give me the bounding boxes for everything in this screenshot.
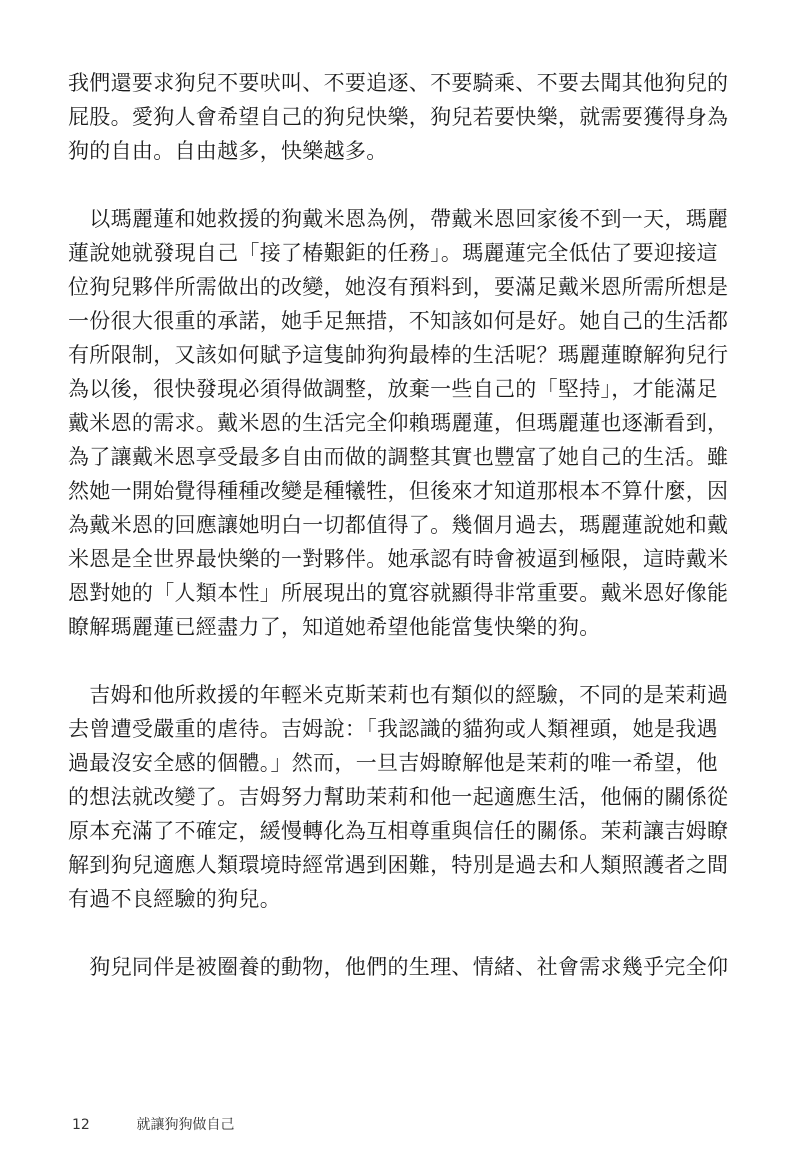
paragraph-3	[68, 678, 744, 916]
text-line: 以瑪麗蓮和她救援的狗戴米恩為例，帶戴米恩回家後不到一天，瑪麗	[68, 207, 729, 231]
text-line: 為以後，很快發現必須得做調整，放棄一些自己的「堅持」，才能滿足	[68, 377, 718, 401]
text-line: 原本充滿了不確定，緩慢轉化為互相尊重與信任的關係。茉莉讓吉姆瞭	[68, 819, 729, 843]
paragraph-2	[68, 202, 744, 644]
page-footer	[72, 1114, 234, 1134]
text-line: 吉姆和他所救援的年輕米克斯茉莉也有類似的經驗，不同的是茉莉過	[68, 683, 729, 707]
text-line: 一份很大很重的承諾，她手足無措，不知該如何是好。她自己的生活都	[68, 309, 729, 333]
text-line: 米恩是全世界最快樂的一對夥伴。她承認有時會被逼到極限，這時戴米	[68, 547, 729, 571]
paragraph-4	[68, 950, 744, 984]
text-line: 位狗兒夥伴所需做出的改變，她沒有預料到，要滿足戴米恩所需所想是	[68, 275, 729, 299]
text-line: 我們還要求狗兒不要吠叫、不要追逐、不要騎乘、不要去聞其他狗兒的	[68, 71, 729, 95]
text-line: 的想法就改變了。吉姆努力幫助茉莉和他一起適應生活，他倆的關係從	[68, 785, 729, 809]
text-line: 戴米恩的需求。戴米恩的生活完全仰賴瑪麗蓮，但瑪麗蓮也逐漸看到，	[68, 411, 729, 435]
text-line: 蓮說她就發現自己「接了椿艱鉅的任務」。瑪麗蓮完全低估了要迎接這	[68, 241, 718, 265]
text-line: 狗的自由。自由越多，快樂越多。	[68, 139, 388, 163]
text-line: 為戴米恩的回應讓她明白一切都值得了。幾個月過去，瑪麗蓮說她和戴	[68, 513, 729, 537]
text-line: 瞭解瑪麗蓮已經盡力了，知道她希望他能當隻快樂的狗。	[68, 615, 601, 639]
text-line: 為了讓戴米恩享受最多自由而做的調整其實也豐富了她自己的生活。雖	[68, 445, 729, 469]
text-line: 解到狗兒適應人類環境時經常遇到困難，特別是過去和人類照護者之間	[68, 853, 729, 877]
text-line: 有過不良經驗的狗兒。	[68, 887, 281, 911]
text-line: 屁股。愛狗人會希望自己的狗兒快樂，狗兒若要快樂，就需要獲得身為	[68, 105, 729, 129]
paragraph-1	[68, 66, 744, 168]
text-line: 有所限制，又該如何賦予這隻帥狗狗最棒的生活呢？瑪麗蓮瞭解狗兒行	[68, 343, 729, 367]
text-line: 狗兒同伴是被圈養的動物，他們的生理、情緒、社會需求幾乎完全仰	[68, 955, 729, 979]
text-line: 過最沒安全感的個體。」然而，一旦吉姆瞭解他是茉莉的唯一希望，他	[68, 751, 718, 775]
text-line: 恩對她的「人類本性」所展現出的寬容就顯得非常重要。戴米恩好像能	[68, 581, 729, 605]
book-title: 就讓狗狗做自己	[136, 1117, 235, 1133]
page-number: 12	[72, 1117, 90, 1133]
text-line: 去曾遭受嚴重的虐待。吉姆說：「我認識的貓狗或人類裡頭，她是我遇	[68, 717, 718, 741]
text-line: 然她一開始覺得種種改變是種犧牲，但後來才知道那根本不算什麼，因	[68, 479, 729, 503]
page-body	[68, 66, 744, 1018]
